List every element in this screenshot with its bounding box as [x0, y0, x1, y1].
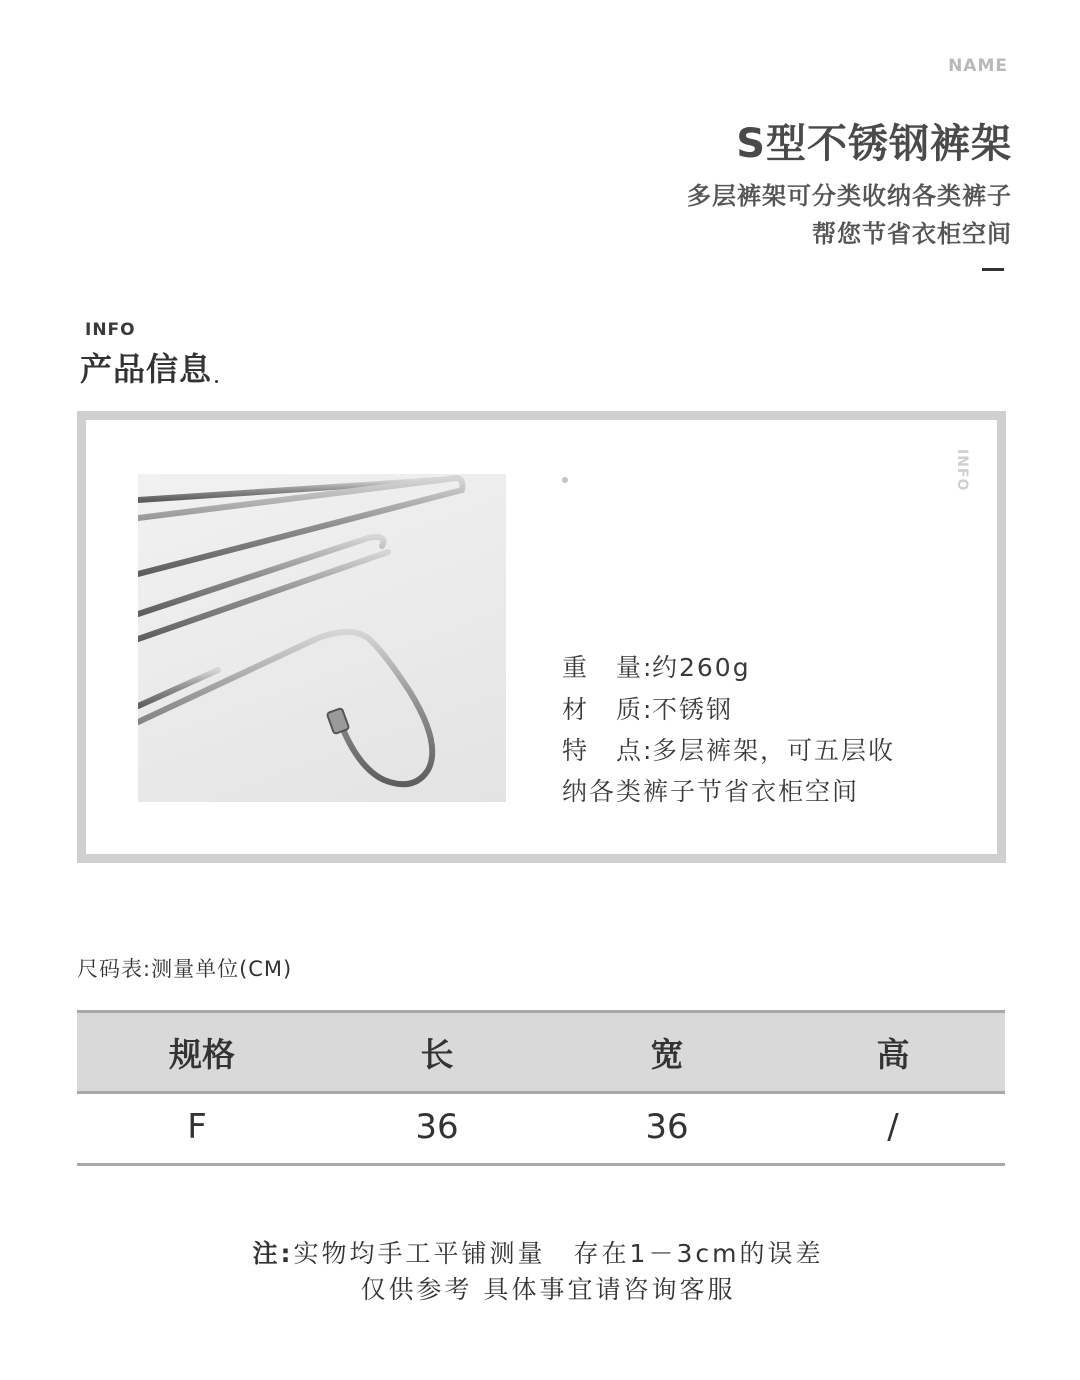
header-cell-spec: 规格 [169, 1034, 235, 1074]
row-cell-height: / [887, 1107, 899, 1147]
row-cell-length: 36 [415, 1107, 459, 1147]
side-info-label: INFO [954, 449, 970, 492]
note-prefix: 注: [252, 1239, 294, 1268]
spec-feature-continuation: 纳各类裤子节省衣柜空间 [562, 777, 860, 806]
spec-material [562, 690, 733, 726]
title-divider [982, 268, 1004, 271]
product-photo [138, 474, 506, 802]
section-heading: 产品信息 [80, 350, 213, 388]
name-tag: NAME [948, 56, 1008, 76]
row-cell-spec: F [187, 1107, 207, 1147]
header-cell-height: 高 [876, 1034, 910, 1074]
note-text-1: 实物均手工平铺测量 存在1－3cm的误差 [293, 1239, 824, 1268]
header-cell-width: 宽 [650, 1034, 684, 1074]
spec-label: 重 量: [562, 653, 654, 682]
heading-dot [215, 380, 218, 383]
spec-feature [562, 731, 895, 767]
s-hanger-photo-icon [138, 474, 506, 802]
size-table-caption: 尺码表:测量单位(CM) [77, 957, 293, 981]
info-tag: INFO [85, 320, 136, 340]
decorative-dot [562, 477, 568, 483]
spec-value: 约260g [652, 653, 751, 682]
subtitle-line-1: 多层裤架可分类收纳各类裤子 [687, 182, 1012, 210]
spec-value: 不锈钢 [652, 695, 734, 724]
spec-label: 特 点: [562, 736, 654, 765]
table-row [77, 1091, 1005, 1166]
spec-weight [562, 648, 751, 684]
spec-value: 多层裤架，可五层收 [652, 736, 896, 765]
header-cell-length: 长 [420, 1034, 454, 1074]
row-cell-width: 36 [645, 1107, 689, 1147]
size-table-header [77, 1010, 1005, 1094]
note-line-1 [0, 1234, 1078, 1270]
subtitle-line-2: 帮您节省衣柜空间 [812, 220, 1012, 248]
note-line-2: 仅供参考 具体事宜请咨询客服 [360, 1275, 736, 1304]
spec-label: 材 质: [562, 695, 654, 724]
product-title: S型不锈钢裤架 [736, 121, 1012, 167]
